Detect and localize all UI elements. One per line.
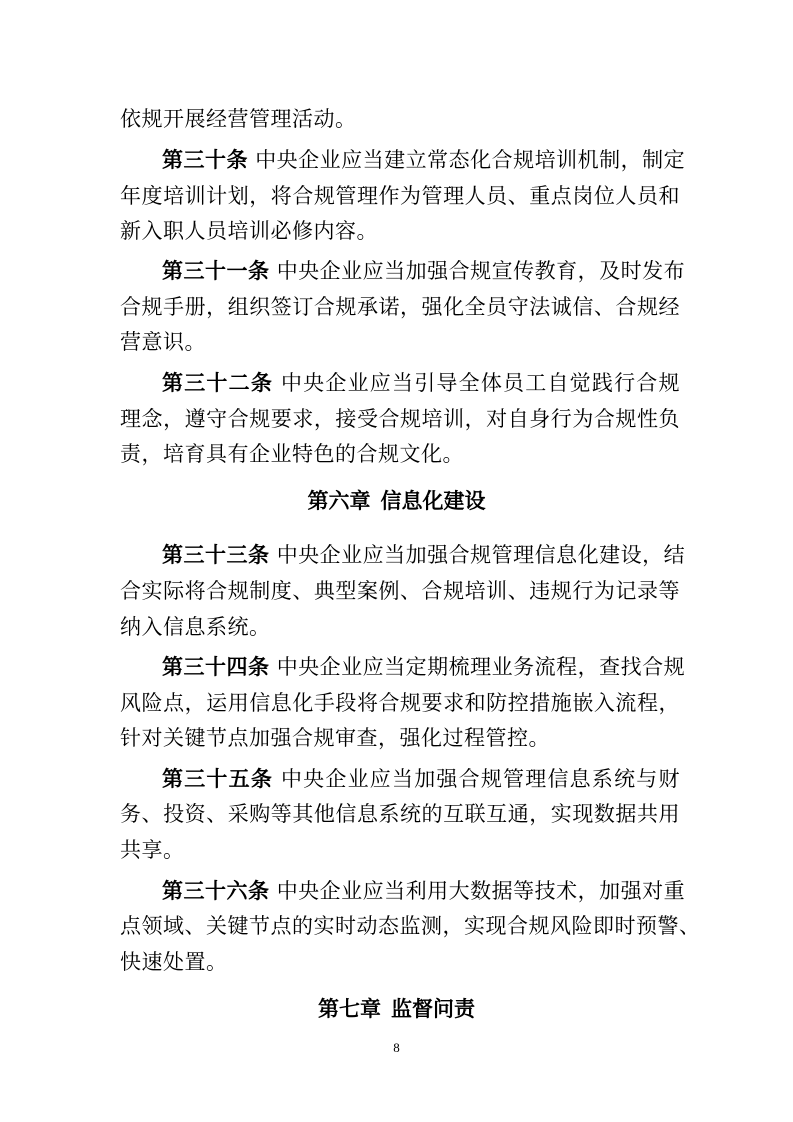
article-33-first-line bbox=[162, 540, 686, 570]
article-36-line-1: 中央企业应当利用大数据等技术，加强对重 bbox=[276, 879, 686, 903]
article-35-label: 第三十五条 bbox=[162, 767, 274, 791]
chapter-7-title: 监督问责 bbox=[391, 997, 475, 1021]
article-30-first-line bbox=[162, 145, 686, 175]
article-34-line-2: 风险点，运用信息化手段将合规要求和防控措施嵌入流程， bbox=[120, 691, 680, 715]
article-31-line-3: 营意识。 bbox=[120, 330, 206, 354]
article-31-label: 第三十一条 bbox=[162, 259, 270, 283]
article-34-line-1: 中央企业应当定期梳理业务流程，查找合规 bbox=[276, 655, 686, 679]
article-33-line-2: 合实际将合规制度、典型案例、合规培训、违规行为记录等 bbox=[120, 579, 680, 603]
article-33-line-1: 中央企业应当加强合规管理信息化建设，结 bbox=[276, 543, 686, 567]
chapter-7-heading bbox=[0, 994, 793, 1024]
article-34-label: 第三十四条 bbox=[162, 655, 270, 679]
chapter-6-number: 第六章 bbox=[307, 489, 371, 513]
chapter-6-heading bbox=[0, 486, 793, 516]
chapter-7-number: 第七章 bbox=[318, 997, 381, 1021]
article-31-line-1: 中央企业应当加强合规宣传教育，及时发布 bbox=[276, 259, 686, 283]
article-33-label: 第三十三条 bbox=[162, 543, 270, 567]
article-36-line-3: 快速处置。 bbox=[120, 950, 228, 974]
article-30-line-3: 新入职人员培训必修内容。 bbox=[120, 219, 378, 243]
article-32-label: 第三十二条 bbox=[162, 371, 274, 395]
article-32-line-3: 责，培育具有企业特色的合规文化。 bbox=[120, 442, 464, 466]
intro-line: 依规开展经营管理活动。 bbox=[120, 107, 357, 131]
article-33-line-3: 纳入信息系统。 bbox=[120, 615, 271, 639]
article-32-first-line bbox=[162, 368, 680, 398]
chapter-6-title: 信息化建设 bbox=[380, 489, 486, 513]
article-32-line-1: 中央企业应当引导全体员工自觉践行合规 bbox=[280, 371, 680, 395]
article-34-first-line bbox=[162, 652, 686, 682]
article-32-line-2: 理念，遵守合规要求，接受合规培训，对自身行为合规性负 bbox=[120, 407, 680, 431]
article-30-label: 第三十条 bbox=[162, 148, 248, 172]
article-36-label: 第三十六条 bbox=[162, 879, 270, 903]
article-31-first-line bbox=[162, 256, 686, 286]
article-36-line-2: 点领域、关键节点的实时动态监测，实现合规风险即时预警、 bbox=[120, 914, 701, 938]
article-35-line-2: 务、投资、采购等其他信息系统的互联互通，实现数据共用 bbox=[120, 802, 680, 826]
article-35-first-line bbox=[162, 764, 680, 794]
article-35-line-1: 中央企业应当加强合规管理信息系统与财 bbox=[280, 767, 680, 791]
article-30-line-2: 年度培训计划，将合规管理作为管理人员、重点岗位人员和 bbox=[120, 184, 680, 208]
article-30-line-1: 中央企业应当建立常态化合规培训机制，制定 bbox=[255, 148, 686, 172]
page-number: 8 bbox=[393, 1040, 400, 1055]
article-34-line-3: 针对关键节点加强合规审查，强化过程管控。 bbox=[120, 726, 550, 750]
article-35-line-3: 共享。 bbox=[120, 838, 185, 862]
article-31-line-2: 合规手册，组织签订合规承诺，强化全员守法诚信、合规经 bbox=[120, 295, 680, 319]
article-36-first-line bbox=[162, 876, 686, 906]
